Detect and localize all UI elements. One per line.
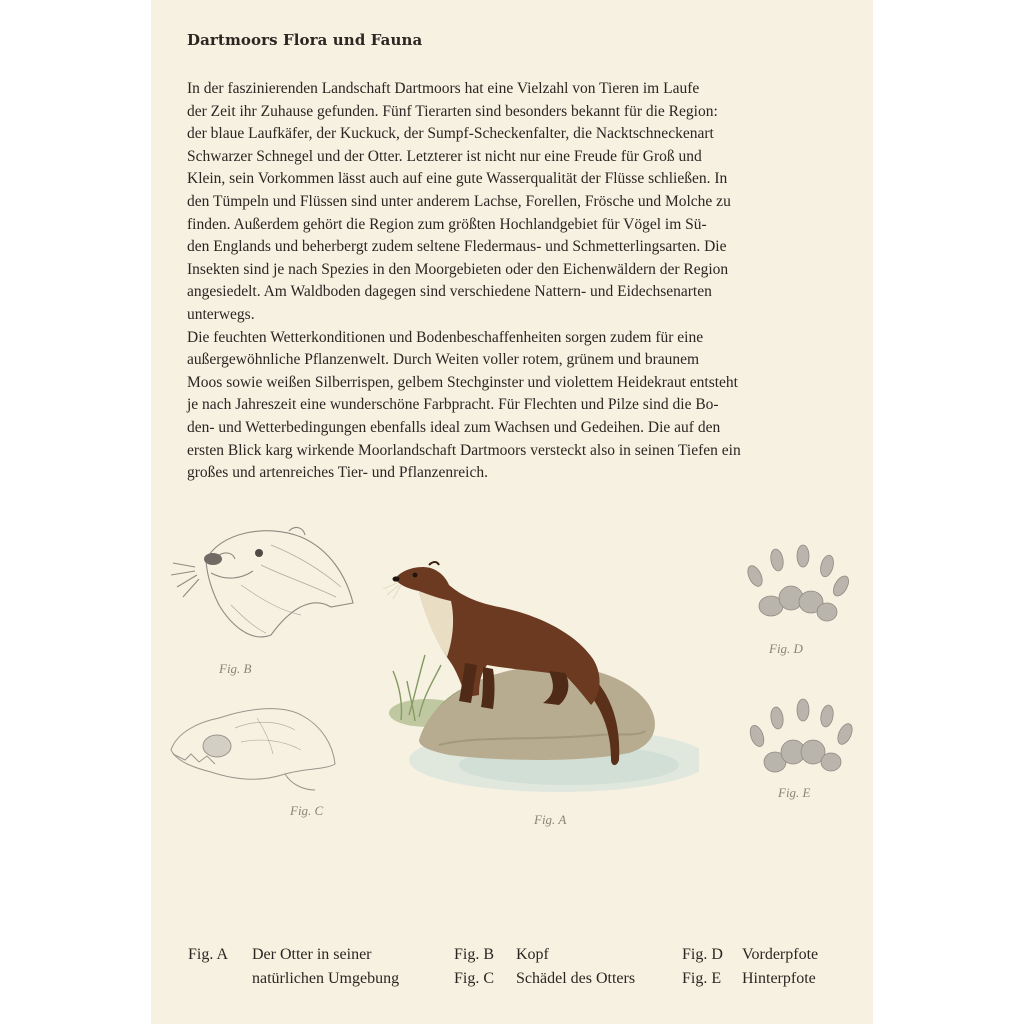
text-line: großes und artenreiches Tier- und Pflanzenreich.	[187, 464, 488, 482]
caption-d-label: Fig. D	[682, 946, 723, 963]
caption-e-label: Fig. E	[682, 970, 722, 987]
figure-a-label: Fig. A	[534, 812, 567, 827]
text-line: der Zeit ihr Zuhause gefunden. Fünf Tierarten sind besonders bekannt für die Region:	[187, 102, 718, 120]
caption-a-label: Fig. A	[188, 946, 229, 963]
document-page	[151, 0, 873, 1024]
front-paw-print-illustration	[741, 540, 851, 630]
text-line: angesiedelt. Am Waldboden dagegen sind verschiedene Nattern- und Eidechsenarten	[187, 283, 712, 301]
hind-paw-print-illustration	[747, 690, 857, 780]
text-line: je nach Jahreszeit eine wunderschöne Farbpracht. Für Flechten und Pilze sind die Bo-	[187, 396, 719, 414]
figure-b-label: Fig. B	[219, 661, 252, 676]
figure-d-label: Fig. D	[769, 641, 803, 656]
caption-a-text-line1: Der Otter in seiner	[252, 946, 372, 963]
figure-c-label: Fig. C	[290, 803, 324, 818]
text-line: Insekten sind je nach Spezies in den Moorgebieten oder den Eichenwäldern der Region	[187, 260, 729, 278]
text-line: Die feuchten Wetterkonditionen und Bodenbeschaffenheiten sorgen zudem für eine	[187, 328, 704, 346]
caption-d-text: Vorderpfote	[742, 946, 819, 963]
text-line: den- und Wetterbedingungen ebenfalls ideal zum Wachsen und Gedeihen. Die auf den	[187, 418, 721, 436]
otter-skull-sketch-illustration	[165, 698, 345, 798]
text-line: den Tümpeln und Flüssen sind unter anderem Lachse, Forellen, Frösche und Molche zu	[187, 192, 731, 210]
text-line: Moos sowie weißen Silberrispen, gelbem Stechginster und violettem Heidekraut entsteht	[187, 373, 738, 391]
text-line: unterwegs.	[187, 305, 255, 323]
text-line: Klein, sein Vorkommen lässt auch auf eine gute Wasserqualität der Flüsse schließen. In	[187, 170, 728, 188]
text-line: finden. Außerdem gehört die Region zum größten Hochlandgebiet für Vögel im Sü-	[187, 215, 707, 233]
otter-on-rock-illustration	[379, 545, 699, 805]
text-line: den Englands und beherbergt zudem seltene Fledermaus- und Schmetterlingsarten. Die	[187, 238, 727, 256]
body-text	[187, 78, 847, 485]
caption-c-text: Schädel des Otters	[516, 970, 636, 987]
text-line: In der faszinierenden Landschaft Dartmoors hat eine Vielzahl von Tieren im Laufe	[187, 80, 700, 97]
caption-c-label: Fig. C	[454, 970, 495, 987]
text-line: Schwarzer Schnegel und der Otter. Letzterer ist nicht nur eine Freude für Groß und	[187, 147, 702, 165]
otter-head-sketch-illustration	[171, 515, 361, 655]
caption-e-text: Hinterpfote	[742, 970, 816, 987]
figure-e-label: Fig. E	[778, 785, 811, 800]
caption-a-text-line2: natürlichen Umgebung	[252, 970, 400, 987]
caption-b-text: Kopf	[516, 946, 549, 963]
text-line: der blaue Laufkäfer, der Kuckuck, der Sumpf-Scheckenfalter, die Nacktschneckenart	[187, 125, 714, 143]
text-line: ersten Blick karg wirkende Moorlandschaft Dartmoors versteckt also in seinen Tiefen ein	[187, 441, 741, 459]
caption-b-label: Fig. B	[454, 946, 495, 963]
page-title: Dartmoors Flora und Fauna	[187, 31, 423, 49]
text-line: außergewöhnliche Pflanzenwelt. Durch Weiten voller rotem, grünem und braunem	[187, 351, 700, 369]
